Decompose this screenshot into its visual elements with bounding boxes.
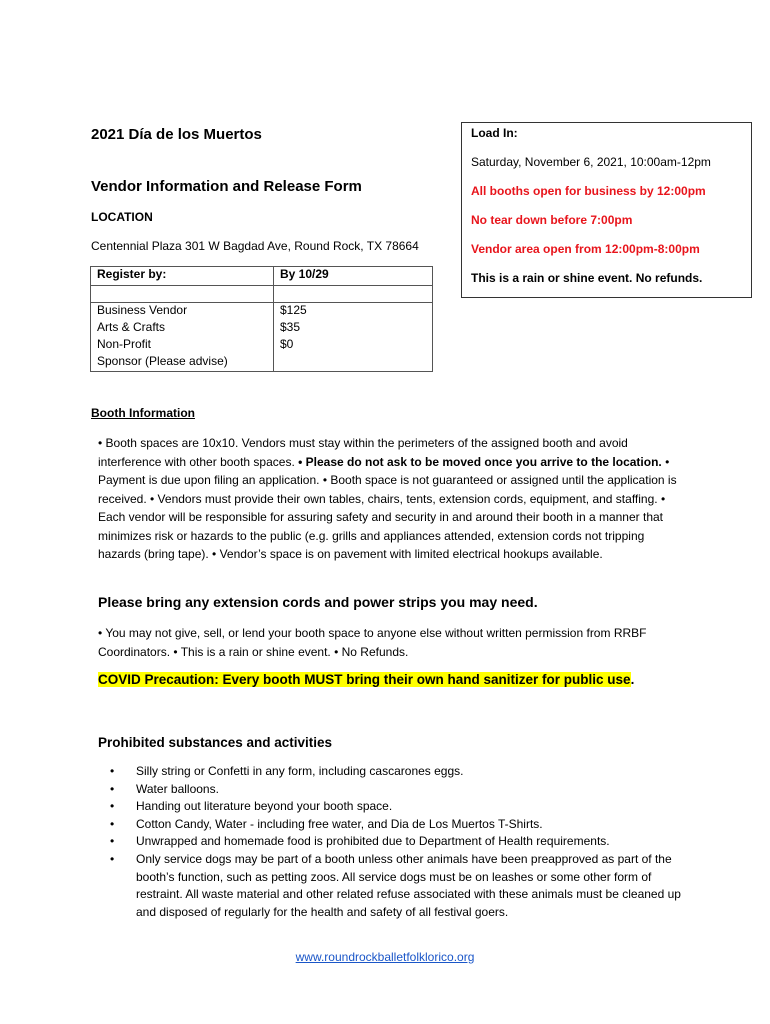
list-item	[98, 816, 683, 834]
booth-info-text-b: • Payment is due upon filing an application. • Booth space is not guaranteed or assigned until the application is received. • Vendors must provide their own tables, chairs, tents, extension cords, equipment, and staffing. • Each vendor will be responsible for assuring safety and security in and around their booth in a manner that minimizes risk or hazards to the public (e.g. grills and appliances attended, extension cords not tripping hazards (bring tape). • Vendor’s space is on pavement with limited electrical hookups available.	[98, 454, 677, 561]
list-item	[98, 833, 683, 851]
website-link[interactable]: www.roundrockballetfolklorico.org	[295, 950, 475, 964]
pricing-price: $125	[274, 303, 433, 321]
location-label: LOCATION	[91, 210, 153, 224]
bullet-icon: •	[110, 781, 115, 796]
form-subtitle: Vendor Information and Release Form	[91, 178, 362, 195]
pricing-category: Non-Profit	[91, 337, 274, 354]
covid-precaution	[98, 672, 634, 687]
page-title: 2021 Día de los Muertos	[91, 126, 262, 143]
booth-rules-paragraph: • You may not give, sell, or lend your booth space to anyone else without written permission from RRBF Coordinators. • This is a rain or shine event. • No Refunds.	[98, 626, 647, 659]
pricing-spacer	[274, 286, 433, 303]
booth-info-text-a: • Booth spaces are 10x10. Vendors must stay within the perimeters of the assigned booth and avoid interference with other booth spaces.	[98, 436, 628, 469]
pricing-table	[90, 266, 433, 372]
pricing-header-deadline: By 10/29	[274, 267, 433, 286]
list-item	[98, 763, 683, 781]
booth-info-paragraph	[98, 434, 678, 564]
tear-down-note: No tear down before 7:00pm	[471, 213, 633, 227]
booth-info-bold-note: • Please do not ask to be moved once you arrive to the location.	[298, 454, 662, 469]
pricing-price: $35	[274, 320, 433, 337]
location-address: Centennial Plaza 301 W Bagdad Ave, Round Rock, TX 78664	[91, 239, 419, 253]
table-row	[91, 337, 433, 354]
list-item-text: Water balloons.	[136, 781, 219, 796]
bullet-icon: •	[110, 851, 115, 866]
list-item	[98, 851, 683, 921]
pricing-category: Sponsor (Please advise)	[91, 354, 274, 372]
list-item-text: Unwrapped and homemade food is prohibited due to Department of Health requirements.	[136, 834, 610, 849]
extension-cords-note: Please bring any extension cords and power strips you may need.	[98, 594, 538, 610]
rain-shine-note: This is a rain or shine event. No refunds.	[471, 271, 703, 285]
load-in-label: Load In:	[471, 126, 518, 140]
table-row	[91, 303, 433, 321]
table-row	[91, 320, 433, 337]
bullet-icon: •	[110, 764, 115, 778]
pricing-spacer	[91, 286, 274, 303]
prohibited-list	[98, 763, 683, 921]
bullet-icon: •	[110, 799, 115, 814]
pricing-header-register: Register by:	[91, 267, 274, 286]
table-row	[91, 354, 433, 372]
bullet-icon: •	[110, 834, 115, 849]
bullet-icon: •	[110, 816, 115, 831]
list-item-text: Silly string or Confetti in any form, including cascarones eggs.	[136, 764, 464, 778]
covid-period: .	[630, 672, 635, 687]
vendor-hours-note: Vendor area open from 12:00pm-8:00pm	[471, 242, 700, 256]
load-in-date: Saturday, November 6, 2021, 10:00am-12pm	[471, 155, 711, 169]
booths-open-note: All booths open for business by 12:00pm	[471, 184, 706, 198]
list-item-text: Cotton Candy, Water - including free water, and Dia de Los Muertos T-Shirts.	[136, 816, 543, 831]
list-item	[98, 781, 683, 799]
booth-info-heading: Booth Information	[91, 406, 195, 420]
pricing-price	[274, 354, 433, 372]
load-in-box	[461, 122, 752, 298]
list-item	[98, 798, 683, 816]
list-item-text: Only service dogs may be part of a booth unless other animals have been preapproved as part of the booth’s function, such as petting zoos. All service dogs must be on leashes or some other form of restraint. All waste material and other related refuse associated with these animals must be cleaned up and disposed of regularly for the health and safety of all festival goers.	[136, 851, 681, 919]
pricing-category: Arts & Crafts	[91, 320, 274, 337]
pricing-price: $0	[274, 337, 433, 354]
list-item-text: Handing out literature beyond your booth space.	[136, 799, 393, 814]
pricing-category: Business Vendor	[91, 303, 274, 321]
covid-highlight: COVID Precaution: Every booth MUST bring their own hand sanitizer for public use	[98, 672, 631, 687]
prohibited-heading: Prohibited substances and activities	[98, 735, 333, 750]
